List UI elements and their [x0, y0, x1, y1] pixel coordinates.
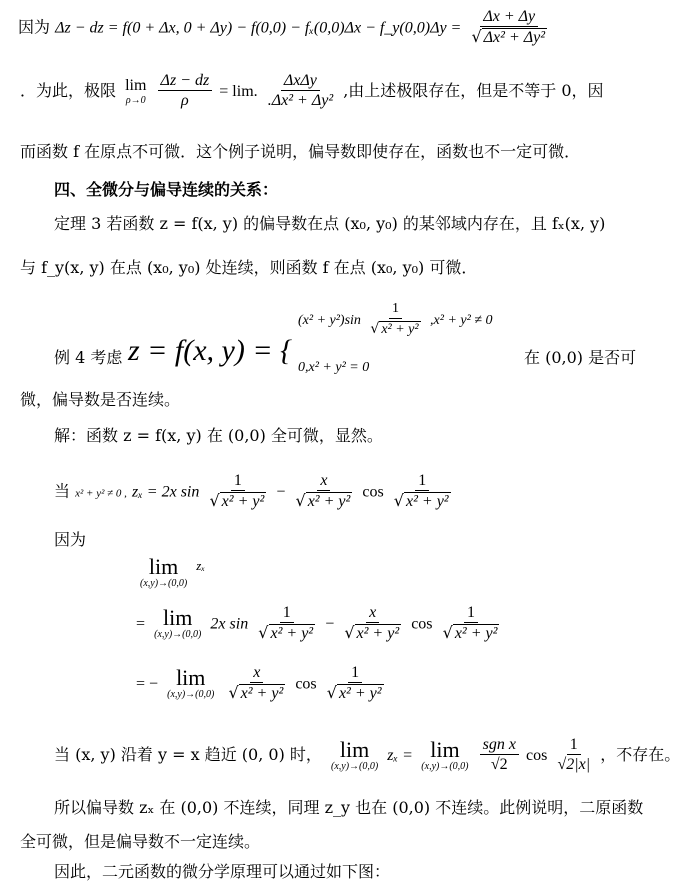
cos-word: cos	[526, 747, 548, 764]
frac-num: Δx + Δy	[480, 8, 538, 27]
lim-word: lim	[148, 554, 179, 579]
cos-word: cos	[295, 675, 317, 693]
frac-a	[206, 472, 269, 512]
piecewise-case-2: 0,x² + y² = 0	[298, 360, 370, 375]
text-not-exist: ，不存在。	[600, 745, 680, 764]
text-along: 当 (x, y) 沿着 y = x 趋近 (0, 0) 时，	[54, 745, 322, 764]
frac-num: 1	[415, 472, 429, 491]
frac-den: x² + y²	[356, 625, 400, 642]
frac-den: x² + y²	[454, 625, 498, 642]
frac-b	[292, 472, 355, 512]
lim-word: lim	[125, 76, 147, 94]
line-2	[20, 72, 604, 111]
frac-den: √2|x|	[557, 756, 591, 773]
frac-den: x² + y²	[240, 685, 284, 702]
frac-a	[255, 604, 318, 644]
frac-den: x² + y²	[270, 625, 314, 642]
case1-cond: ,x² + y² ≠ 0	[430, 313, 493, 328]
limit-zx-line	[136, 556, 205, 590]
sqrt: √ x² + y²	[295, 491, 351, 510]
fraction-l2a	[158, 72, 213, 111]
sqrt: √ Δx² + Δy²	[471, 27, 546, 46]
zx-symbol: zₓ	[196, 558, 206, 573]
frac-den: x² + y²	[221, 493, 265, 510]
conclusion-line-2: 全可微，但是偏导数不一定连续。	[20, 832, 261, 851]
lim-sub: (x,y)→(0,0)	[331, 760, 379, 772]
frac-num: 1	[567, 736, 581, 755]
text-when: 当	[54, 481, 71, 501]
lim-word: lim	[176, 665, 206, 690]
lim-sub: (x,y)→(0,0)	[154, 629, 202, 640]
frac-num: sgn x	[480, 736, 519, 755]
sqrt: √ x² + y²	[326, 683, 382, 702]
fraction-l1	[468, 8, 550, 48]
lim-sub: ρ→0	[125, 94, 146, 106]
equals-minus: = −	[136, 675, 159, 693]
case1-expr: (x² + y²)sin	[298, 313, 361, 328]
frac-num: 1	[389, 300, 402, 319]
lim-sub: (x,y)→(0,0)	[167, 689, 215, 700]
frac-num: 1	[231, 472, 245, 491]
example-4-line-2: 微，偏导数是否连续。	[20, 390, 181, 409]
sqrt: √ x² + y²	[258, 623, 314, 642]
piecewise-function: z = f(x, y) = {	[128, 334, 293, 367]
when-condition: x² + y² ≠ 0 ,	[75, 487, 127, 500]
text-because: 因为	[18, 17, 51, 37]
zx-symbol: zₓ	[387, 747, 399, 764]
frac-den: x² + y²	[338, 685, 382, 702]
example-label: 例 4 考虑	[54, 348, 123, 367]
frac-den: x² + y²	[307, 493, 351, 510]
sqrt: √ x² + y²	[344, 623, 400, 642]
lim-word: lim	[163, 605, 193, 630]
frac-den: .Δx² + Δy²	[267, 92, 334, 109]
frac-den: Δx² + Δy²	[483, 29, 546, 46]
cos-word: cos	[411, 615, 433, 633]
formula-delta-z: Δz − dz = f(0 + Δx, 0 + Δy) − f(0,0) − fₓ(0,0)Δx − f_y(0,0)Δy =	[55, 19, 462, 37]
case1-frac	[367, 300, 423, 340]
text-limit-exists: ,由上述极限存在，但是不等于 0，因	[343, 81, 604, 100]
minus-sign: −	[276, 483, 286, 501]
lim-sub: (x,y)→(0,0)	[421, 760, 469, 772]
limit-block	[421, 736, 469, 773]
limit-block	[331, 736, 379, 773]
frac-abs	[554, 736, 593, 775]
limit-block	[154, 607, 201, 641]
section-title: 四、全微分与偏导连续的关系：	[54, 180, 279, 199]
frac-den: x² + y²	[406, 493, 449, 510]
limit-block	[167, 667, 214, 701]
lim-word: lim	[430, 736, 460, 762]
because-line: 因为	[54, 530, 87, 549]
final-line: 因此，二元函数的微分学原理可以通过如下图：	[54, 862, 391, 881]
frac-num: x	[366, 604, 379, 623]
frac-b	[341, 604, 404, 644]
piecewise-case-1	[298, 300, 493, 340]
equation-line-2	[136, 664, 389, 704]
theorem-line-1: 定理 3 若函数 z = f(x, y) 的偏导数在点 (x₀, y₀) 的某邻域内存在，且 fₓ(x, y)	[54, 214, 606, 233]
when-line	[54, 472, 456, 512]
cos-word: cos	[362, 483, 384, 501]
frac-c	[324, 664, 387, 704]
theorem-line-2: 与 f_y(x, y) 在点 (x₀, y₀) 处连续，则函数 f 在点 (x₀, y₀) 可微．	[20, 258, 478, 277]
equation-line-1	[136, 604, 504, 644]
frac-num: x	[317, 472, 330, 491]
lim-word: lim	[339, 736, 370, 762]
frac-den: ρ	[181, 92, 189, 109]
limit-rho	[125, 77, 146, 107]
eq-lim: = lim.	[219, 83, 258, 100]
lim-sub: (x,y)→(0,0)	[140, 578, 188, 589]
sqrt: √ x² + y²	[228, 683, 284, 702]
equals: =	[136, 615, 146, 633]
line-3: 而函数 f 在原点不可微．这个例子说明，偏导数即使存在，函数也不一定可微．	[20, 142, 581, 161]
fraction-l2b	[265, 72, 336, 111]
frac-c	[440, 604, 503, 644]
sqrt: √ x² + y²	[442, 623, 498, 642]
minus-sign: −	[325, 615, 335, 633]
frac-den: x² + y²	[381, 322, 419, 337]
conclusion-line-1: 所以偏导数 zₓ 在 (0,0) 不连续，同理 z_y 也在 (0,0) 不连续。此例说明，二原函数	[54, 798, 644, 817]
frac-num: Δz − dz	[158, 72, 213, 91]
text-for-this: ．为此，极限	[20, 81, 117, 100]
sqrt: √ x² + y²	[393, 491, 449, 510]
along-line	[54, 736, 680, 775]
line-1	[18, 8, 552, 48]
frac-num: 1	[280, 604, 294, 623]
frac-sgn	[480, 736, 519, 775]
frac-num: 1	[464, 604, 478, 623]
sqrt: √ x² + y²	[370, 321, 419, 337]
text-differentiable: 在 (0,0) 是否可	[524, 348, 637, 367]
two-x-sin: 2x sin	[210, 615, 249, 633]
frac-num: x	[250, 664, 263, 683]
frac-b	[225, 664, 288, 704]
frac-c	[391, 472, 454, 512]
frac-den: √2	[490, 756, 508, 773]
solution-line: 解：函数 z = f(x, y) 在 (0,0) 全可微，显然。	[54, 426, 383, 445]
frac-num: 1	[348, 664, 362, 683]
zx-expr: zₓ = 2x sin	[132, 483, 200, 501]
limit-block	[140, 556, 187, 590]
frac-num: ΔxΔy	[281, 72, 320, 91]
equals: =	[403, 747, 413, 764]
sqrt: √ x² + y²	[209, 491, 265, 510]
